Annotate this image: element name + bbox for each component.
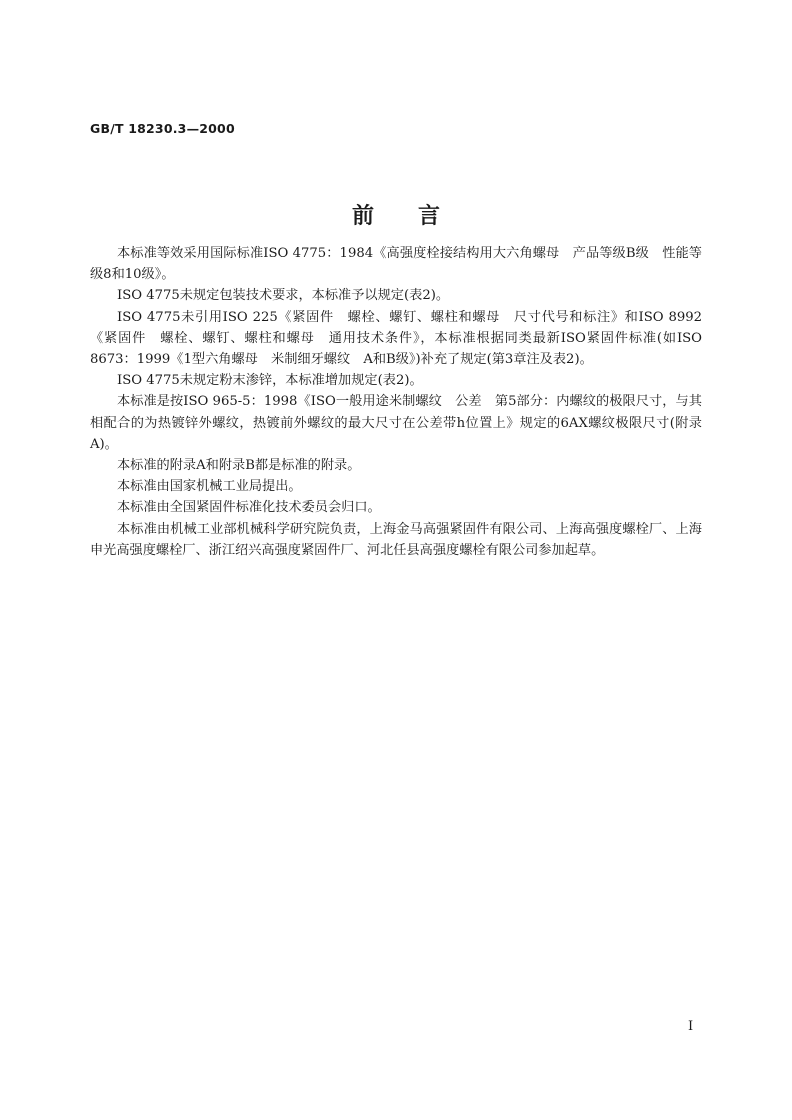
paragraph: ISO 4775未引用ISO 225《紧固件 螺栓、螺钉、螺柱和螺母 尺寸代号和标注》和ISO 8992《紧固件 螺栓、螺钉、螺柱和螺母 通用技术条件》，本标准根据同类最新ISO紧固件标准(如ISO 8673：1999《1型六角螺母 米制细牙螺纹 A和B级》)补充了规定(第3章注及表2)。	[90, 309, 702, 368]
paragraph: 本标准是按ISO 965-5：1998《ISO一般用途米制螺纹 公差 第5部分：内螺纹的极限尺寸，与其相配合的为热镀锌外螺纹，热镀前外螺纹的最大尺寸在公差带h位置上》规定的6AX螺纹极限尺寸(附录A)。	[90, 394, 702, 452]
paragraph: 本标准由国家机械工业局提出。	[117, 479, 302, 495]
paragraph: 本标准的附录A和附录B都是标准的附录。	[117, 458, 361, 474]
paragraph: 本标准等效采用国际标准ISO 4775：1984《高强度栓接结构用大六角螺母 产品等级B级 性能等级8和10级》。	[90, 246, 702, 283]
paragraph: ISO 4775未规定粉末渗锌，本标准增加规定(表2)。	[117, 373, 423, 389]
paragraph: 本标准由全国紧固件标准化技术委员会归口。	[117, 500, 381, 516]
body-text	[90, 243, 702, 561]
page-title: 前言	[351, 204, 484, 229]
standard-number: GB/T 18230.3—2000	[90, 121, 235, 136]
paragraph: ISO 4775未规定包装技术要求，本标准予以规定(表2)。	[117, 288, 450, 304]
page-number: I	[688, 1019, 694, 1034]
paragraph: 本标准由机械工业部机械科学研究院负责，上海金马高强紧固件有限公司、上海高强度螺栓厂、上海申光高强度螺栓厂、浙江绍兴高强度紧固件厂、河北任县高强度螺栓有限公司参加起草。	[90, 521, 702, 558]
